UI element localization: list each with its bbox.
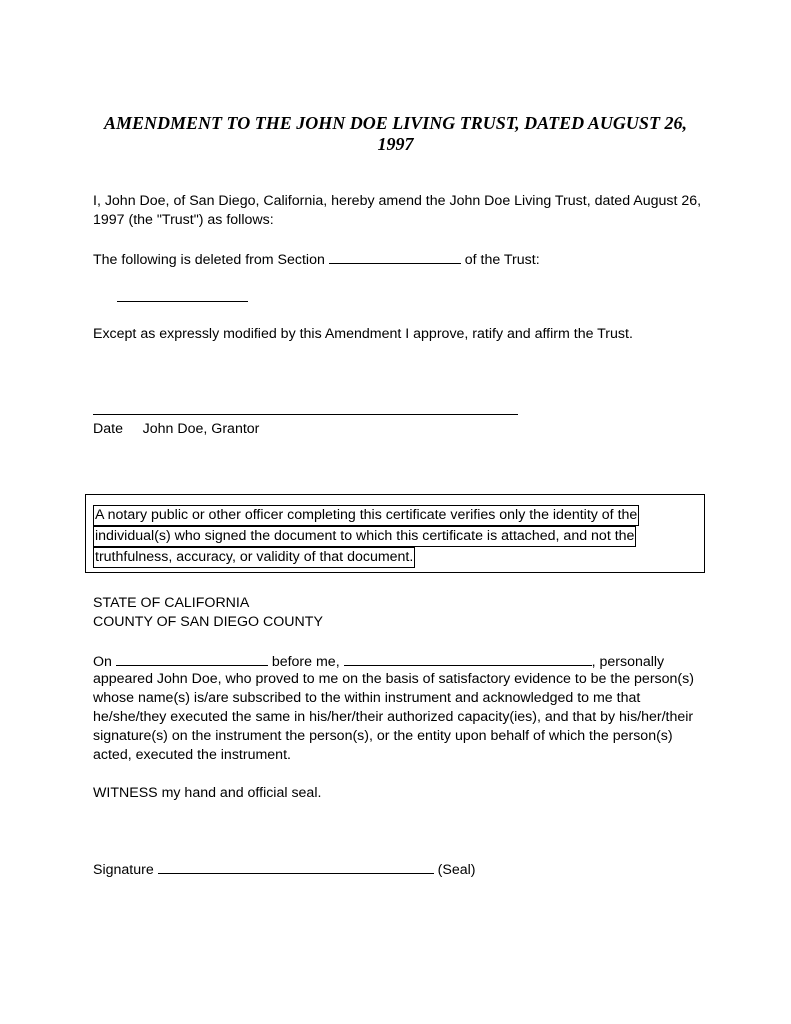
deletion-suffix: of the Trust: [460,252,540,268]
notary-disclaimer [93,505,639,568]
affirmation-paragraph: Except as expressly modified by this Amendment I approve, ratify and affirm the Trust. [93,326,633,342]
witness-line: WITNESS my hand and official seal. [93,785,322,801]
disclaimer-line: individual(s) who signed the document to which this certificate is attached, and not the [93,526,636,547]
state-line: STATE OF CALIFORNIA [93,595,250,611]
intro-paragraph: I, John Doe, of San Diego, California, hereby amend the John Doe Living Trust, dated August 26, 1997 (the "Trust") as follows: [93,193,702,228]
grantor-signature-line [93,414,518,415]
disclaimer-line: A notary public or other officer completing this certificate verifies only the identity of the [93,505,639,526]
document-title: AMENDMENT TO THE JOHN DOE LIVING TRUST, DATED AUGUST 26, 1997 [104,113,687,154]
seal-label: (Seal) [433,862,476,878]
acknowledgment-body: appeared John Doe, who proved to me on the basis of satisfactory evidence to be the person(s) whose name(s) is/are subscribed to the within instrument and acknowledged to me that he/she/they executed the same in his/her/their authorized capacity(ies), and that by his/her/their signature(s) on the instrument the person(s), or the entity upon behalf of which the person(s) acted, executed the instrument. [93,671,694,763]
county-line: COUNTY OF SAN DIEGO COUNTY [93,614,323,630]
signature-caption: Date John Doe, Grantor [93,421,260,437]
notary-name-blank [344,651,592,666]
signature-label: Signature [93,862,158,878]
deletion-paragraph [93,249,540,270]
deletion-prefix: The following is deleted from Section [93,252,329,268]
ack-before-me: before me, [267,654,344,670]
acknowledgment-first-line [93,651,664,672]
date-blank [116,651,268,666]
ack-personally: , personally [591,654,665,670]
notary-signature-line [93,859,475,880]
section-number-blank [329,249,461,264]
disclaimer-line: truthfulness, accuracy, or validity of that document. [93,547,415,568]
signature-blank [158,859,434,874]
deleted-text-blank [117,301,248,302]
ack-on: On [93,654,116,670]
